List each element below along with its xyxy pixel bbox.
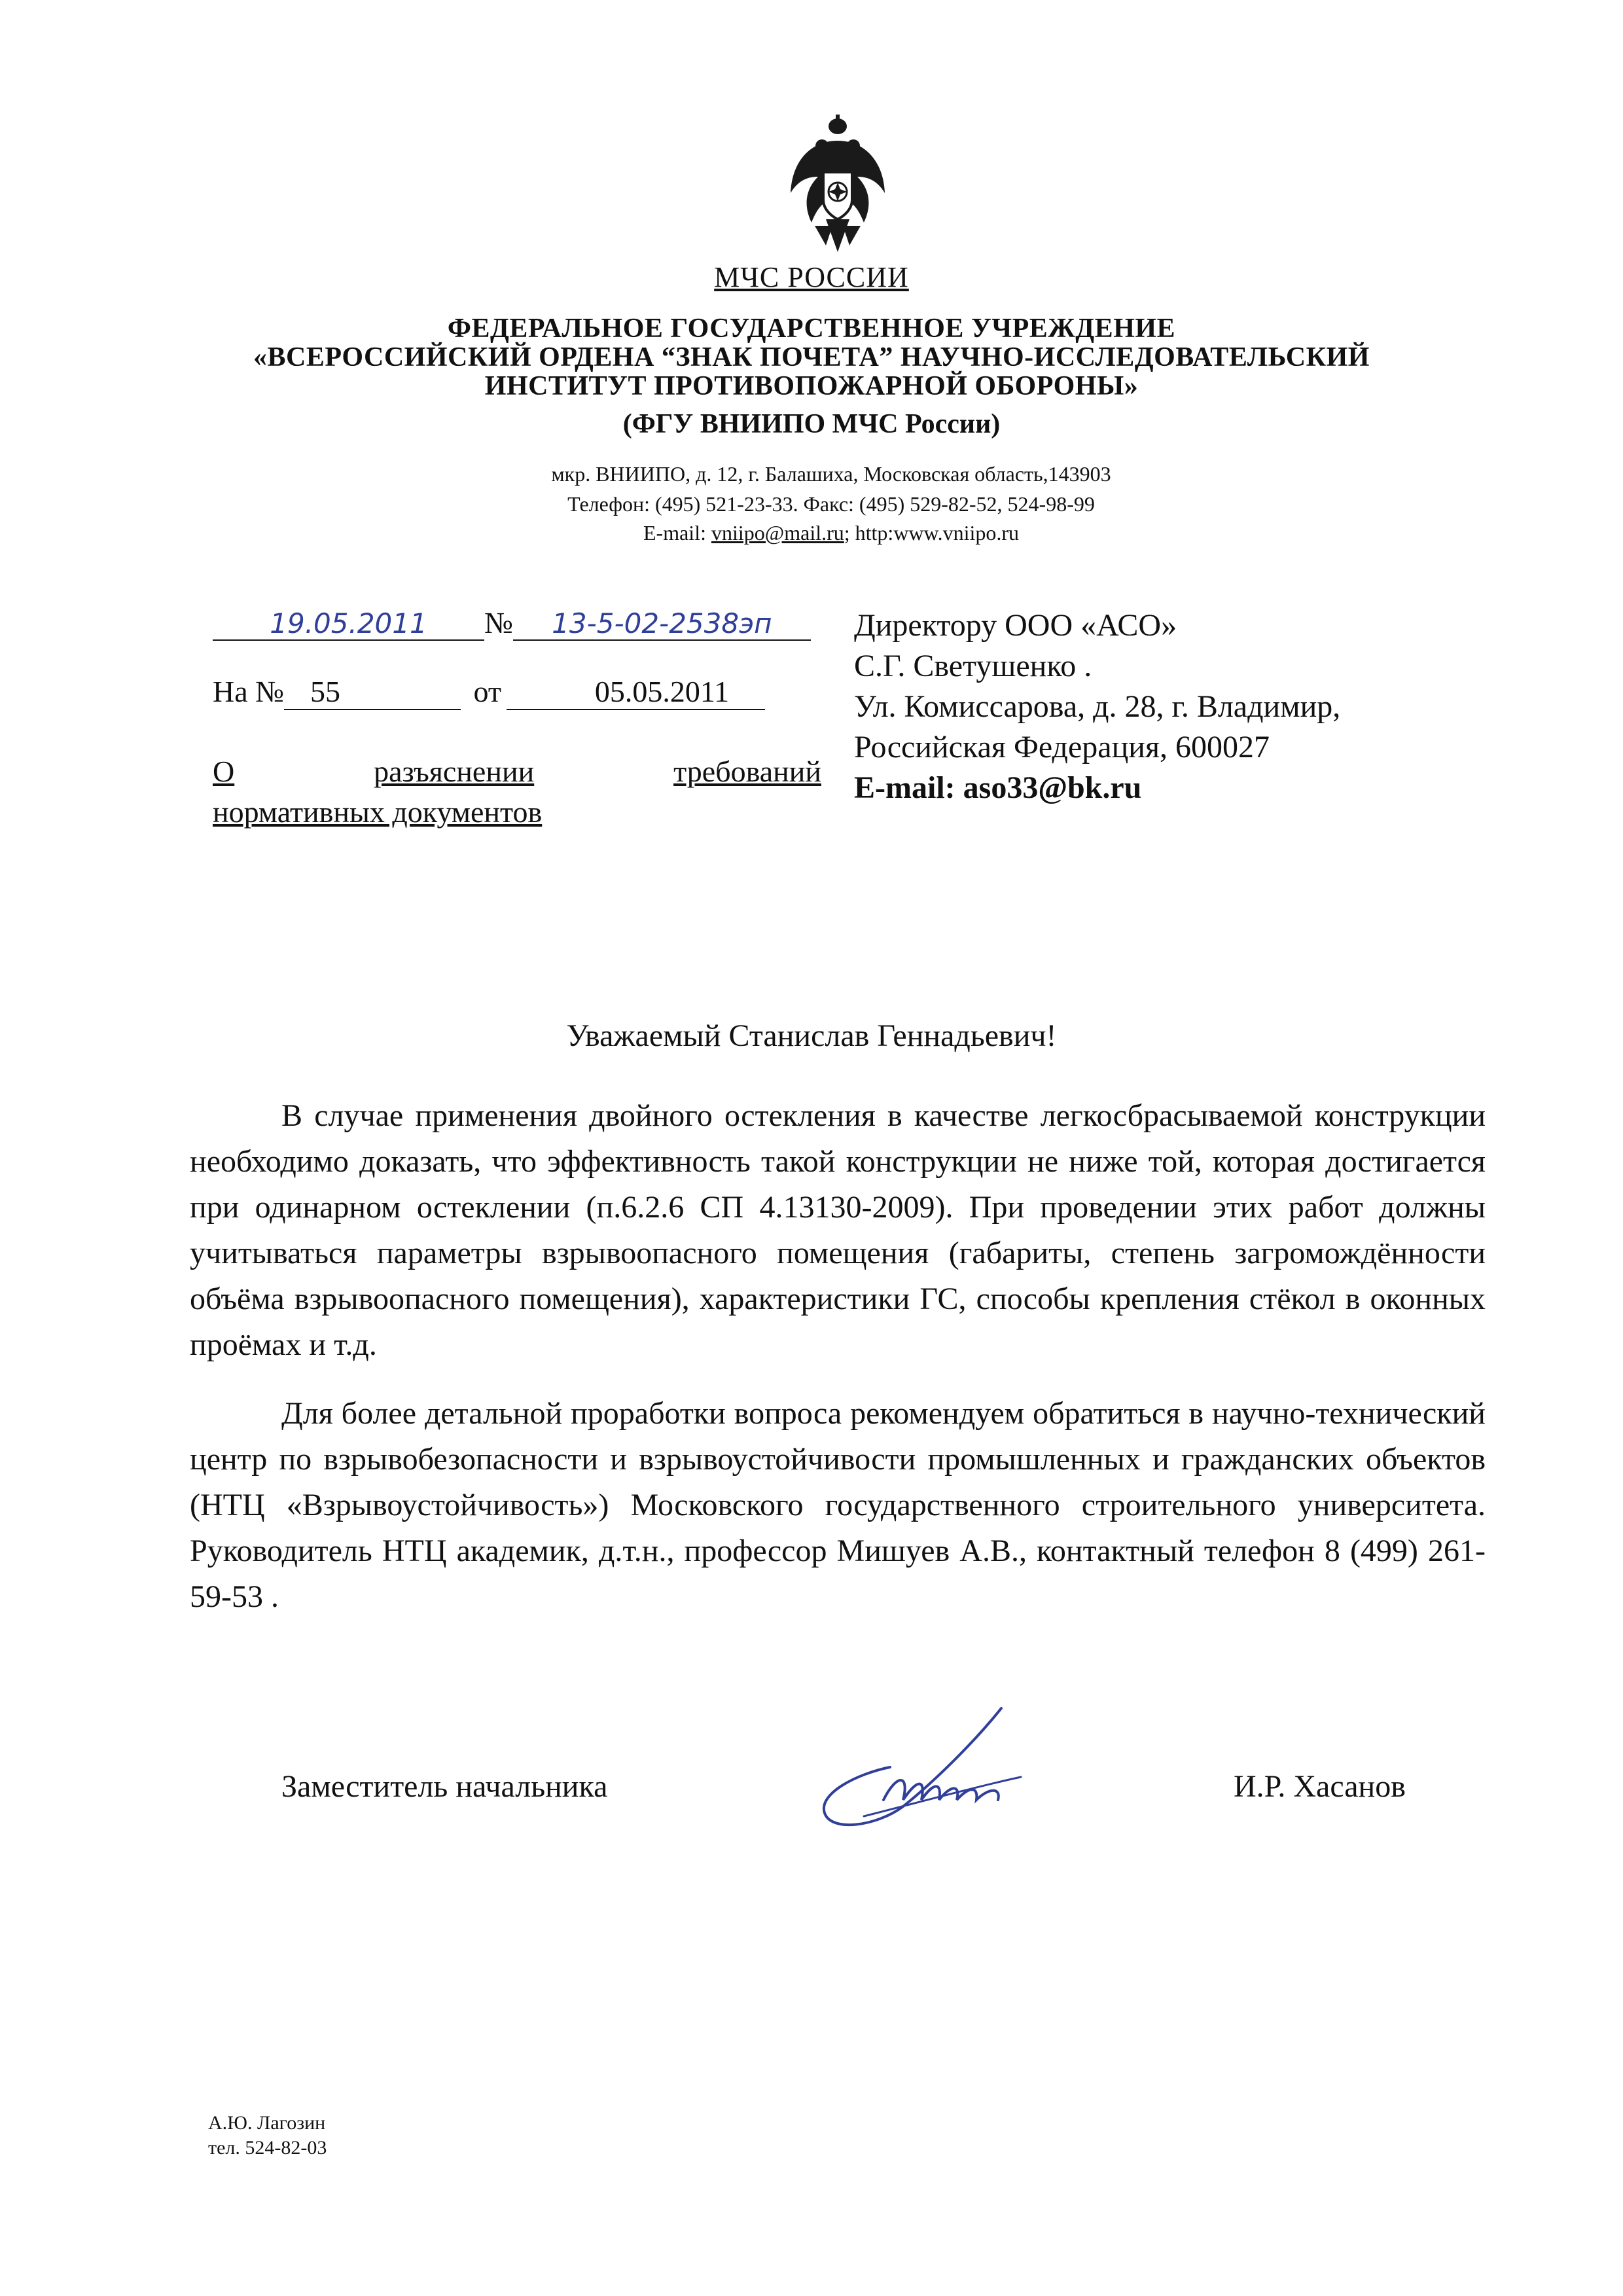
reference-from: от [473,675,502,708]
executor-block [208,2111,327,2161]
reference-number: 55 [284,674,461,710]
signatory-name: И.Р. Хасанов [1234,1769,1406,1804]
body-paragraph-2 [190,1391,1486,1620]
organization-short-name: (ФГУ ВНИИПО МЧС России) [622,409,1001,439]
addressee-block [854,605,1340,808]
subject-word: О [213,755,235,788]
organization-contacts [0,521,1623,545]
signatory-position: Заместитель начальника [281,1769,608,1804]
handwritten-signature [805,1702,1080,1846]
number-sign: № [484,606,513,639]
reference-line [213,674,765,710]
reference-date: 05.05.2011 [507,674,765,710]
organization-address: мкр. ВНИИПО, д. 12, г. Балашиха, Московская область,143903 [551,462,1111,486]
reference-prefix: На № [213,675,285,708]
addressee-email: E-mail: aso33@bk.ru [854,770,1142,805]
subject-word: разъяснении [374,755,535,788]
addressee-name: С.Г. Светушенко . [854,649,1092,683]
organization-line-3: ИНСТИТУТ ПРОТИВОПОЖАРНОЙ ОБОРОНЫ» [484,371,1139,401]
addressee-title: Директору ООО «АСО» [854,608,1177,643]
subject-line-2: нормативных документов [213,795,543,829]
salutation: Уважаемый Станислав Геннадьевич! [566,1018,1057,1053]
registration-line [213,605,811,641]
organization-email-link[interactable]: vniipo@mail.ru [711,521,844,545]
addressee-country: Российская Федерация, 600027 [854,730,1270,764]
subject-line-1 [213,754,821,789]
email-label: E-mail: [643,521,711,545]
registration-date: 19.05.2011 [213,607,484,641]
registration-number: 13-5-02-2538эп [513,607,811,641]
organization-line-1: ФЕДЕРАЛЬНОЕ ГОСУДАРСТВЕННОЕ УЧРЕЖДЕНИЕ [447,314,1176,344]
executor-name: А.Ю. Лагозин [208,2112,326,2134]
executor-phone: тел. 524-82-03 [208,2137,327,2159]
paragraph-text: В случае применения двойного остекления в качестве легкосбрасываемой конструкции необходимо доказать, что эффективность такой конструкции не ниже той, которая достигается при одинарном остеклении (п.6.2.6 СП 4.13130-2009). При проведении этих работ должны учитываться параметры взрывоопасного помещения (габариты, степень загромождённости объёма взрывоопасного помещения), характеристики ГС, способы крепления стёкол в оконных проёмах и т.д. [190,1098,1486,1362]
paragraph-text: Для более детальной проработки вопроса рекомендуем обратиться в научно-технический центр по взрывобезопасности и взрывоустойчивости промышленных и гражданских объектов (НТЦ «Взрывоустойчивость») Московского государственного строительного университета. Руководитель НТЦ академик, д.т.н., профессор Мишуев А.В., контактный телефон 8 (499) 261-59-53 . [190,1396,1486,1614]
subject-word: требований [673,755,821,788]
addressee-street: Ул. Комиссарова, д. 28, г. Владимир, [854,689,1341,724]
organization-phones: Телефон: (495) 521-23-33. Факс: (495) 529-82-52, 524-98-99 [567,492,1095,516]
emchs-emblem-icon [785,115,890,255]
ministry-name: МЧС РОССИИ [714,261,909,293]
organization-line-2: «ВСЕРОССИЙСКИЙ ОРДЕНА “ЗНАК ПОЧЕТА” НАУЧНО-ИССЛЕДОВАТЕЛЬСКИЙ [253,342,1370,372]
website-text: ; http:www.vniipo.ru [844,521,1019,545]
body-paragraph-1 [190,1093,1486,1368]
